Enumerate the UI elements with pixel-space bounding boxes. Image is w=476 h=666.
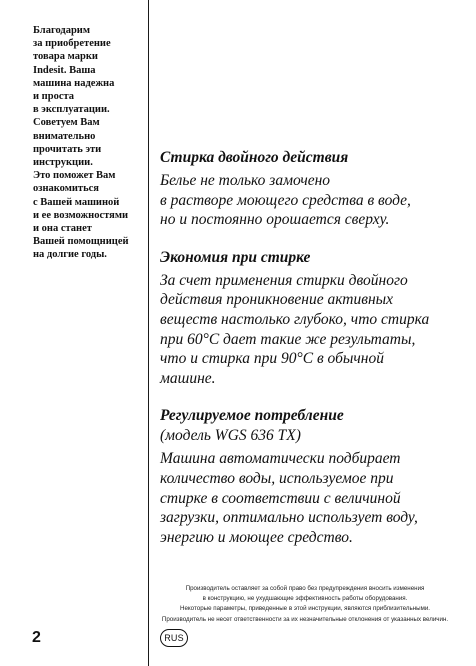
section-body (160, 449, 460, 547)
section-washing-economy (160, 248, 460, 389)
body-line: веществ настолько глубоко, что стирка (160, 310, 430, 328)
manufacturer-disclaimer (150, 584, 460, 625)
intro-line: товара марки (33, 51, 98, 63)
intro-line: прочитать эти (33, 143, 102, 155)
body-line: загрузки, оптимально использует воду, (160, 509, 418, 527)
section-body (160, 171, 460, 230)
body-line: Белье не только замочено (160, 172, 331, 189)
body-line: при 60°C дает такие же результаты, (160, 330, 416, 348)
section-title: Экономия при стирке (160, 248, 311, 266)
section-title: Регулируемое потребление (160, 407, 344, 425)
intro-line: Это поможет Вам (33, 170, 116, 182)
intro-line: ознакомиться (33, 183, 99, 195)
intro-line: и она станет (33, 223, 92, 235)
intro-line: Indesit. Ваша (33, 64, 96, 76)
section-body (160, 271, 460, 389)
disclaimer-line: Производитель не несет ответственности за их незначительные отклонения от указанных величин. (161, 615, 449, 623)
intro-line: машина надежна (33, 77, 115, 89)
language-badge: RUS (160, 629, 188, 647)
section-subtitle: (модель WGS 636 TX) (160, 427, 301, 445)
intro-line: Вашей помощницей (33, 236, 129, 248)
body-line: стирке в соответствии с величиной (160, 489, 401, 507)
body-line: что и стирка при 90°C в обычной (160, 350, 384, 368)
intro-line: инструкции. (33, 157, 93, 169)
intro-line: внимательно (33, 130, 96, 142)
intro-line: за приобретение (33, 38, 111, 50)
column-divider (148, 0, 149, 666)
body-line: машине. (160, 369, 216, 387)
intro-line: на долгие годы. (33, 249, 107, 261)
section-double-action-wash (160, 148, 460, 230)
section-title: Стирка двойного действия (160, 149, 349, 166)
intro-line: Благодарим (33, 25, 91, 36)
body-line: в растворе моющего средства в воде, (160, 191, 411, 209)
body-line: За счет применения стирки двойного (160, 271, 408, 289)
body-line: энергию и моющее средство. (160, 528, 353, 546)
intro-line: в эксплуатации. (33, 104, 110, 116)
page-number: 2 (32, 629, 41, 646)
intro-line: и ее возможностями (33, 209, 129, 221)
body-line: но и постоянно орошается сверху. (160, 211, 390, 229)
intro-line: с Вашей машиной (33, 196, 120, 208)
disclaimer-line: Производитель оставляет за собой право без предупреждения вносить изменения (185, 585, 425, 592)
body-line: действия проникновение активных (160, 291, 394, 309)
body-line: Машина автоматически подбирает (160, 450, 401, 468)
body-line: количество воды, используемое при (160, 469, 394, 487)
intro-line: Советуем Вам (33, 117, 100, 129)
disclaimer-line: Некоторые параметры, приведенные в этой инструкции, являются приблизительными. (180, 605, 430, 613)
intro-line: и проста (33, 91, 75, 103)
section-adjustable-consumption (160, 406, 460, 547)
intro-text (33, 24, 145, 262)
main-content (160, 148, 460, 565)
disclaimer-line: в конструкцию, не ухудшающие эффективность работы оборудования. (202, 595, 408, 603)
